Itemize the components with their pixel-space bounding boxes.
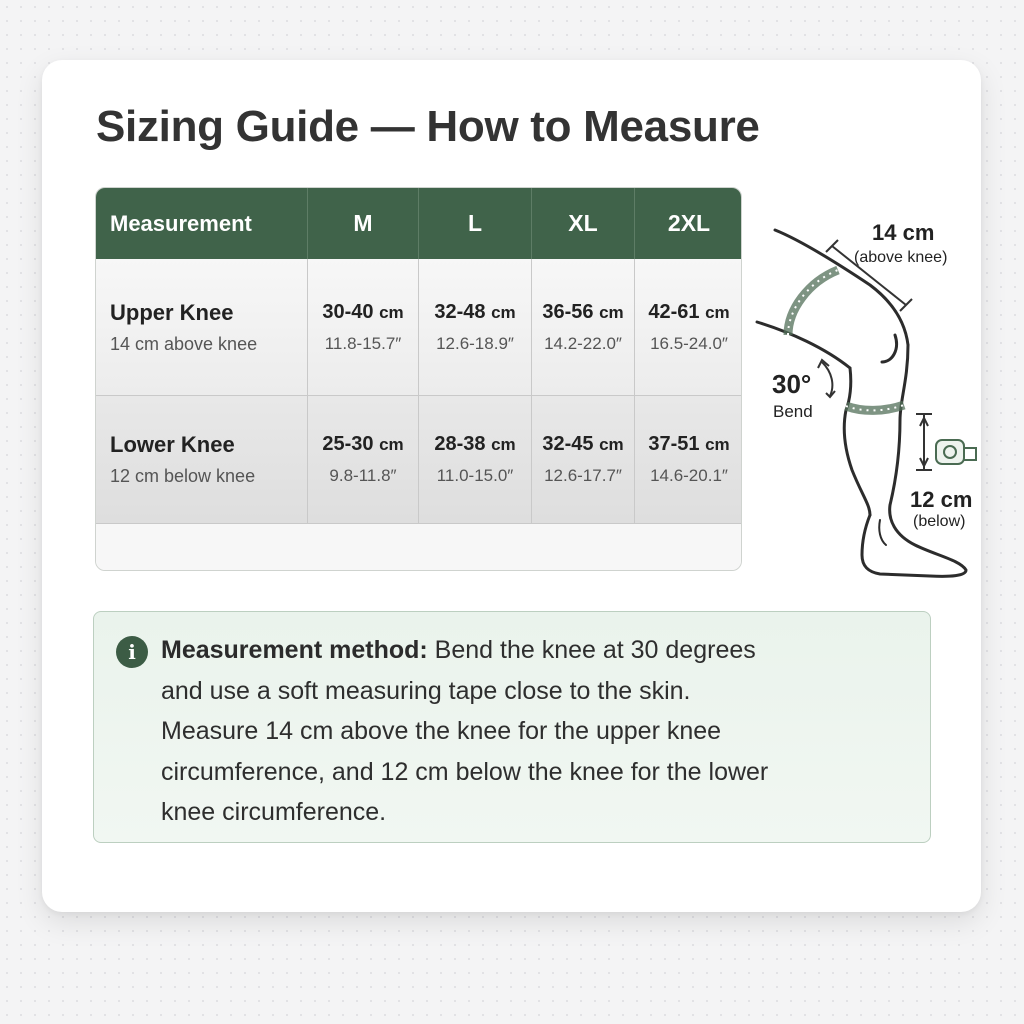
lower-measure-label: 12 cm <box>910 487 973 512</box>
lower-tape-band <box>846 405 904 410</box>
angle-arrow <box>818 360 835 397</box>
lower-dimension-line <box>916 414 932 470</box>
header-size-2xl: 2XL <box>667 210 711 236</box>
upper-measure-label: 14 cm <box>872 220 935 245</box>
calf-back <box>844 368 870 515</box>
row-name: Upper Knee <box>110 299 234 325</box>
table-cell: 36-56 cm 14.2-22.0″ <box>532 259 635 395</box>
table-cell: 42-61 cm 16.5-24.0″ <box>648 300 730 353</box>
lower-measure-sub: (below) <box>913 513 966 530</box>
tape-measure-icon <box>936 440 976 464</box>
kneecap <box>882 335 897 362</box>
ankle-detail <box>879 520 886 545</box>
table-cell: 32-48 cm 12.6-18.9″ <box>419 259 532 395</box>
header-size-m: M <box>308 188 419 259</box>
table-cell: 28-38 cm 11.0-15.0″ <box>419 396 532 523</box>
table-cell: 37-51 cm 14.6-20.1″ <box>648 433 730 485</box>
angle-label: 30° <box>772 369 812 399</box>
table-cell: 32-45 cm 12.6-17.7″ <box>532 396 635 523</box>
row-subtitle: 14 cm above knee <box>110 333 258 354</box>
upper-tape-band <box>788 270 838 335</box>
info-icon: i <box>116 636 148 668</box>
row-name: Lower Knee <box>110 432 235 457</box>
thigh-underside <box>757 322 850 368</box>
thigh-outline <box>775 230 908 345</box>
page-title: Sizing Guide — How to Measure <box>96 102 760 151</box>
note-text: Measurement method: Bend the knee at 30 degrees and use a soft measuring tape close to the skin. Measure 14 cm above the knee for the upper knee circumference, and 12 cm below the knee for the lower knee circumference. <box>161 636 769 826</box>
table-cell: 30-40 cm 11.8-15.7″ <box>308 259 419 395</box>
upper-measure-sub: (above knee) <box>854 249 948 266</box>
header-size-l: L <box>419 188 532 259</box>
note-heading: Measurement method: <box>161 636 428 664</box>
header-measurement: Measurement <box>96 188 308 259</box>
header-size-xl: XL <box>532 188 635 259</box>
table-cell: 25-30 cm 9.8-11.8″ <box>308 396 419 523</box>
angle-sub: Bend <box>773 402 813 421</box>
row-subtitle: 12 cm below knee <box>110 466 256 486</box>
